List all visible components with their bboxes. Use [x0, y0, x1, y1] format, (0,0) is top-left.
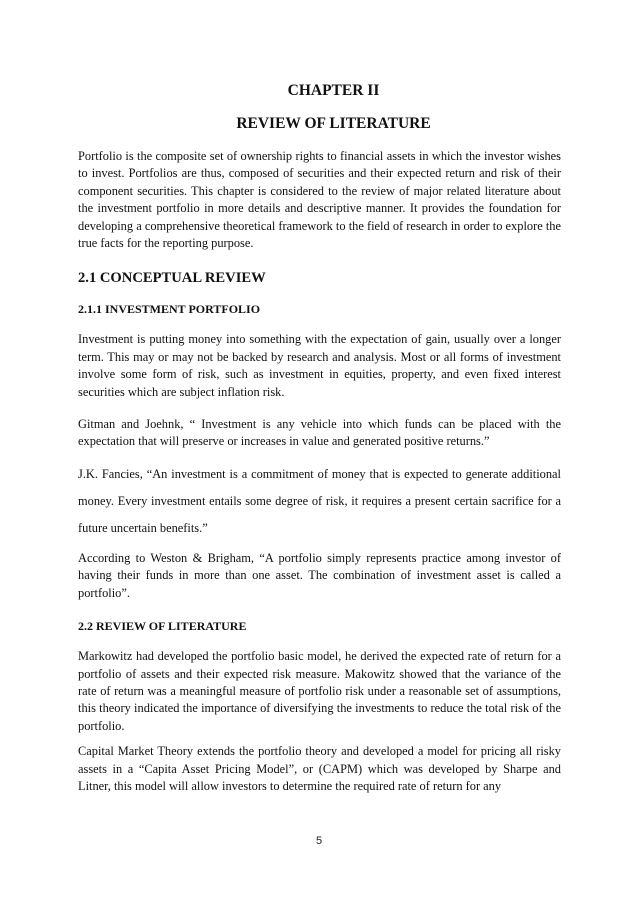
paragraph-weston-brigham: According to Weston & Brigham, “A portfolio simply represents practice among investor of having their funds in more than one asset. The combination of investment asset is called a portfolio”. — [78, 550, 561, 600]
section-heading-review-of-literature: 2.2 REVIEW OF LITERATURE — [78, 619, 247, 634]
section-heading-conceptual-review: 2.1 CONCEPTUAL REVIEW — [78, 270, 266, 287]
chapter-subtitle: REVIEW OF LITERATURE — [236, 115, 431, 132]
page-content — [78, 82, 561, 795]
paragraph-markowitz: Markowitz had developed the portfolio basic model, he derived the expected rate of return for a portfolio of assets and their expected risk measure. Makowitz showed that the variance of the rate of return was a meaningful measure of portfolio risk under a reasonable set of assumptions, this theory indicated the importance of diversifying the investments to reduce the total risk of the portfolio. — [78, 649, 561, 733]
page-number: 5 — [315, 835, 323, 847]
paragraph-jk-fancies: J.K. Fancies, “An investment is a commitment of money that is expected to generate additional money. Every investment entails some degree of risk, it requires a present certain sacrifice for a future uncertain benefits.” — [78, 466, 561, 535]
paragraph-capital-market-theory: Capital Market Theory extends the portfolio theory and developed a model for pricing all risky assets in a “Capita Asset Pricing Model”, or (CAPM) which was developed by Sharpe and Litner, this model will allow investors to determine the required rate of return for any — [78, 744, 561, 793]
intro-paragraph: Portfolio is the composite set of ownership rights to financial assets in which the investor wishes to invest. Portfolios are thus, composed of securities and their expected return and risk of their component securities. This chapter is considered to the review of major related literature about the investment portfolio in more details and descriptive manner. It provides the foundation for developing a comprehensive theoretical framework to the field of research in order to explore the true facts for the reporting purpose. — [78, 149, 561, 251]
paragraph-investment-definition: Investment is putting money into something with the expectation of gain, usually over a longer term. This may or may not be backed by research and analysis. Most or all forms of investment involve some form of risk, such as investment in equities, property, and even fixed interest securities which are subject inflation risk. — [78, 332, 561, 399]
chapter-title: CHAPTER II — [287, 82, 380, 99]
subsection-heading-investment-portfolio: 2.1.1 INVESTMENT PORTFOLIO — [78, 302, 261, 317]
paragraph-gitman-joehnk: Gitman and Joehnk, “ Investment is any vehicle into which funds can be placed with the expectation that will preserve or increases in value and generated positive returns.” — [78, 417, 561, 449]
